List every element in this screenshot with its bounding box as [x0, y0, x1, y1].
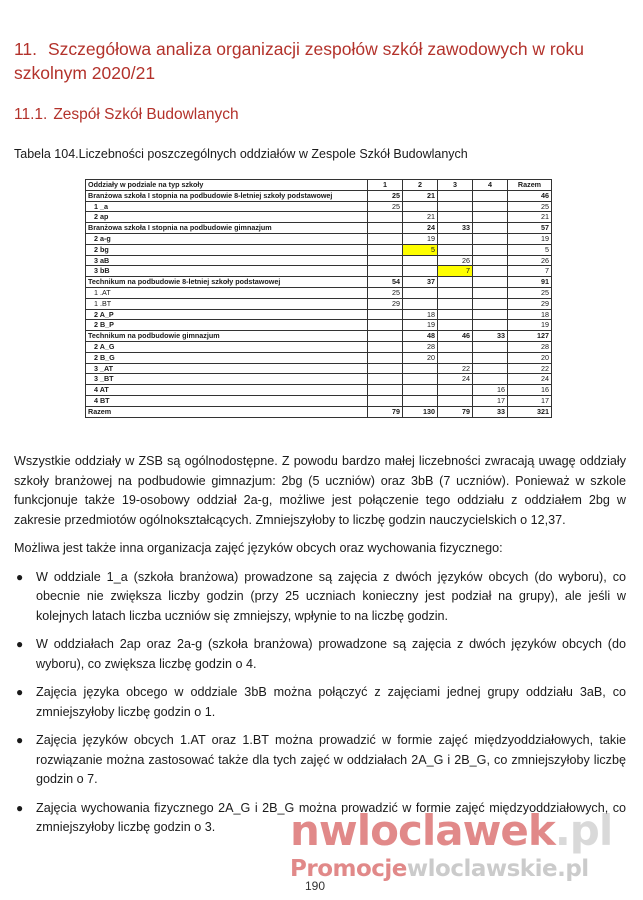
- row-total-cell: 29: [508, 298, 552, 309]
- value-cell: [473, 352, 508, 363]
- header-cell: 4: [473, 180, 508, 191]
- row-label: 2 A_G: [86, 341, 368, 352]
- row-total-cell: 25: [508, 201, 552, 212]
- row-label: 2 A_P: [86, 309, 368, 320]
- table-caption: Tabela 104.Liczebności poszczególnych oddziałów w Zespole Szkół Budowlanych: [14, 147, 468, 161]
- row-total-cell: 5: [508, 244, 552, 255]
- value-cell: [473, 244, 508, 255]
- value-cell: [473, 255, 508, 266]
- value-cell: 16: [473, 385, 508, 396]
- value-cell: [368, 395, 403, 406]
- value-cell: 21: [403, 212, 438, 223]
- class-size-table: [85, 179, 552, 418]
- value-cell: [473, 266, 508, 277]
- row-total-cell: 18: [508, 309, 552, 320]
- table-row: [86, 309, 552, 320]
- row-total-cell: 321: [508, 406, 552, 417]
- value-cell: [438, 352, 473, 363]
- value-cell: [473, 341, 508, 352]
- row-total-cell: 19: [508, 320, 552, 331]
- paragraph: Możliwa jest także inna organizacja zajęć języków obcych oraz wychowania fizycznego:: [14, 541, 503, 555]
- header-cell: 1: [368, 180, 403, 191]
- row-total-cell: 21: [508, 212, 552, 223]
- value-cell: [438, 244, 473, 255]
- row-label: 2 bg: [86, 244, 368, 255]
- header-cell: Razem: [508, 180, 552, 191]
- row-label: 2 B_P: [86, 320, 368, 331]
- value-cell: 17: [473, 395, 508, 406]
- value-cell: 33: [473, 331, 508, 342]
- value-cell: [438, 287, 473, 298]
- bullet-icon: ●: [16, 733, 24, 747]
- table-row: [86, 352, 552, 363]
- value-cell: [473, 320, 508, 331]
- table-row: [86, 320, 552, 331]
- table-row: [86, 395, 552, 406]
- value-cell: [403, 374, 438, 385]
- table-row: [86, 244, 552, 255]
- value-cell: 18: [403, 309, 438, 320]
- value-cell: 79: [438, 406, 473, 417]
- row-total-cell: 20: [508, 352, 552, 363]
- value-cell: [473, 212, 508, 223]
- bullet-icon: ●: [16, 569, 24, 584]
- row-label: Branżowa szkoła I stopnia na podbudowie gimnazjum: [86, 223, 368, 234]
- value-cell: [473, 223, 508, 234]
- value-cell: [403, 298, 438, 309]
- value-cell: 29: [368, 298, 403, 309]
- bullet-icon: ●: [16, 637, 24, 651]
- bullet-icon: ●: [16, 685, 24, 699]
- subsection-heading: [14, 104, 239, 126]
- value-cell: 25: [368, 190, 403, 201]
- value-cell: 25: [368, 287, 403, 298]
- value-cell: [438, 233, 473, 244]
- table-row: [86, 331, 552, 342]
- value-cell: [368, 385, 403, 396]
- value-cell: [473, 233, 508, 244]
- list-item-text: W oddziałach 2ap oraz 2a-g (szkoła branżowa) prowadzone są zajęcia z dwóch języków obcych (do wyboru), co zwiększa liczbę godzin o 4.: [36, 637, 626, 671]
- value-cell: [368, 255, 403, 266]
- row-label: Technikum na podbudowie gimnazjum: [86, 331, 368, 342]
- value-cell: [438, 298, 473, 309]
- value-cell: 5: [403, 244, 438, 255]
- body-text: [14, 452, 626, 847]
- value-cell: [368, 233, 403, 244]
- section-number: 11.: [14, 39, 38, 59]
- value-cell: [368, 341, 403, 352]
- row-total-cell: 19: [508, 233, 552, 244]
- value-cell: 33: [473, 406, 508, 417]
- value-cell: [368, 320, 403, 331]
- value-cell: 19: [403, 233, 438, 244]
- row-label: 2 ap: [86, 212, 368, 223]
- value-cell: [438, 277, 473, 288]
- list-item-text: W oddziale 1_a (szkoła branżowa) prowadzone są zajęcia z dwóch języków obcych (do wyboru), co obecnie nie zwiększa liczby godzin (przy 25 uczniach konieczny jest podział na grupy), ale jeśli w kolejnych latach liczba uczniów się zmniejszy, wpłynie to na liczbę godzin.: [36, 569, 626, 623]
- header-cell: 2: [403, 180, 438, 191]
- list-item-text: Zajęcia języka obcego w oddziale 3bB można połączyć z zajęciami jednej grupy oddziału 3aB, co zmniejszyłoby liczbę godzin o 1.: [36, 685, 626, 719]
- value-cell: [368, 223, 403, 234]
- value-cell: [403, 255, 438, 266]
- table-row: [86, 190, 552, 201]
- value-cell: [368, 266, 403, 277]
- table-header-row: [86, 180, 552, 191]
- row-total-cell: 46: [508, 190, 552, 201]
- list-item-text: Zajęcia wychowania fizycznego 2A_G i 2B_G można prowadzić w formie zajęć międzyoddziałowych, co zmniejszyłoby liczbę godzin o 3.: [36, 800, 626, 834]
- value-cell: [438, 309, 473, 320]
- value-cell: [403, 266, 438, 277]
- value-cell: [473, 363, 508, 374]
- row-label: 3 _AT: [86, 363, 368, 374]
- value-cell: [438, 395, 473, 406]
- table-row: [86, 341, 552, 352]
- row-label: 3 _BT: [86, 374, 368, 385]
- value-cell: 48: [403, 331, 438, 342]
- bullet-list: [14, 568, 626, 838]
- table-row: [86, 277, 552, 288]
- value-cell: 20: [403, 352, 438, 363]
- value-cell: 54: [368, 277, 403, 288]
- value-cell: [403, 287, 438, 298]
- value-cell: [473, 190, 508, 201]
- value-cell: 24: [403, 223, 438, 234]
- value-cell: 21: [403, 190, 438, 201]
- subsection-title: Zespół Szkół Budowlanych: [53, 106, 239, 123]
- value-cell: 7: [438, 266, 473, 277]
- row-total-cell: 16: [508, 385, 552, 396]
- row-label: 4 BT: [86, 395, 368, 406]
- page-number: 190: [305, 879, 326, 893]
- value-cell: 25: [368, 201, 403, 212]
- table-row: [86, 363, 552, 374]
- header-cell: 3: [438, 180, 473, 191]
- row-label: 3 bB: [86, 266, 368, 277]
- value-cell: 37: [403, 277, 438, 288]
- row-total-cell: 57: [508, 223, 552, 234]
- watermark-logo-secondary: Promocjewloclawskie.pl: [290, 856, 589, 882]
- table-row: [86, 223, 552, 234]
- value-cell: [368, 374, 403, 385]
- value-cell: 22: [438, 363, 473, 374]
- value-cell: [438, 385, 473, 396]
- bullet-icon: ●: [16, 800, 24, 815]
- value-cell: [403, 363, 438, 374]
- value-cell: [368, 309, 403, 320]
- value-cell: 19: [403, 320, 438, 331]
- value-cell: 26: [438, 255, 473, 266]
- value-cell: [438, 341, 473, 352]
- row-total-cell: 91: [508, 277, 552, 288]
- list-item: [14, 731, 626, 790]
- row-total-cell: 28: [508, 341, 552, 352]
- subsection-number: 11.1.: [14, 106, 48, 123]
- section-heading: [14, 37, 614, 85]
- value-cell: [368, 363, 403, 374]
- value-cell: [473, 201, 508, 212]
- row-total-cell: 127: [508, 331, 552, 342]
- value-cell: [473, 374, 508, 385]
- value-cell: 79: [368, 406, 403, 417]
- value-cell: 28: [403, 341, 438, 352]
- table-row: [86, 385, 552, 396]
- row-total-cell: 7: [508, 266, 552, 277]
- table-row: [86, 298, 552, 309]
- table-row: [86, 212, 552, 223]
- table-row: [86, 266, 552, 277]
- value-cell: [473, 277, 508, 288]
- table-row: [86, 255, 552, 266]
- value-cell: [368, 352, 403, 363]
- row-total-cell: 17: [508, 395, 552, 406]
- value-cell: 24: [438, 374, 473, 385]
- value-cell: [368, 331, 403, 342]
- watermark-logo: nwloclawek.pl: [290, 806, 613, 855]
- list-item: [14, 683, 626, 722]
- row-total-cell: 26: [508, 255, 552, 266]
- value-cell: [403, 395, 438, 406]
- row-label: 1 .BT: [86, 298, 368, 309]
- value-cell: 46: [438, 331, 473, 342]
- list-item-text: Zajęcia języków obcych 1.AT oraz 1.BT można prowadzić w formie zajęć międzyoddziałowych, takie rozwiązanie można zastosować także dla tych zajęć w oddziałach 2A_G i 2B_G, co zmniejszyłoby liczbę godzin o 7.: [36, 733, 626, 786]
- table-row: [86, 374, 552, 385]
- row-label: 3 aB: [86, 255, 368, 266]
- row-label: Branżowa szkoła I stopnia na podbudowie 8-letniej szkoły podstawowej: [86, 190, 368, 201]
- row-total-cell: 25: [508, 287, 552, 298]
- section-title: Szczegółowa analiza organizacji zespołów szkół zawodowych w roku szkolnym 2020/21: [14, 39, 584, 83]
- table-row: [86, 287, 552, 298]
- value-cell: [403, 385, 438, 396]
- table-row: [86, 201, 552, 212]
- list-item: [14, 568, 626, 627]
- row-label: 1 _a: [86, 201, 368, 212]
- value-cell: 130: [403, 406, 438, 417]
- header-cell: Oddziały w podziale na typ szkoły: [86, 180, 368, 191]
- table-row: [86, 406, 552, 417]
- value-cell: [368, 212, 403, 223]
- value-cell: [473, 298, 508, 309]
- row-label: Technikum na podbudowie 8-letniej szkoły podstawowej: [86, 277, 368, 288]
- list-item: [14, 635, 626, 674]
- row-label: Razem: [86, 406, 368, 417]
- row-label: 2 B_G: [86, 352, 368, 363]
- value-cell: [403, 201, 438, 212]
- value-cell: [438, 320, 473, 331]
- value-cell: [438, 212, 473, 223]
- row-total-cell: 24: [508, 374, 552, 385]
- value-cell: 33: [438, 223, 473, 234]
- row-total-cell: 22: [508, 363, 552, 374]
- value-cell: [438, 201, 473, 212]
- value-cell: [438, 190, 473, 201]
- value-cell: [473, 287, 508, 298]
- table-row: [86, 233, 552, 244]
- value-cell: [368, 244, 403, 255]
- row-label: 1 .AT: [86, 287, 368, 298]
- paragraph: Wszystkie oddziały w ZSB są ogólnodostępne. Z powodu bardzo małej liczebności zwracają uwagę oddziały szkoły branżowej na podbudowie gimnazjum: 2bg (5 uczniów) oraz 3bB (7 uczniów). Ponieważ w szkole funkcjonuje także 19-osobowy oddział 2a-g, możliwe jest połączenie tego oddziału z oddziałem 2bg w zakresie przedmiotów ogólnokształcących. Zmniejszyłoby to liczbę godzin nauczycielskich o 12,37.: [14, 454, 626, 527]
- row-label: 2 a-g: [86, 233, 368, 244]
- row-label: 4 AT: [86, 385, 368, 396]
- value-cell: [473, 309, 508, 320]
